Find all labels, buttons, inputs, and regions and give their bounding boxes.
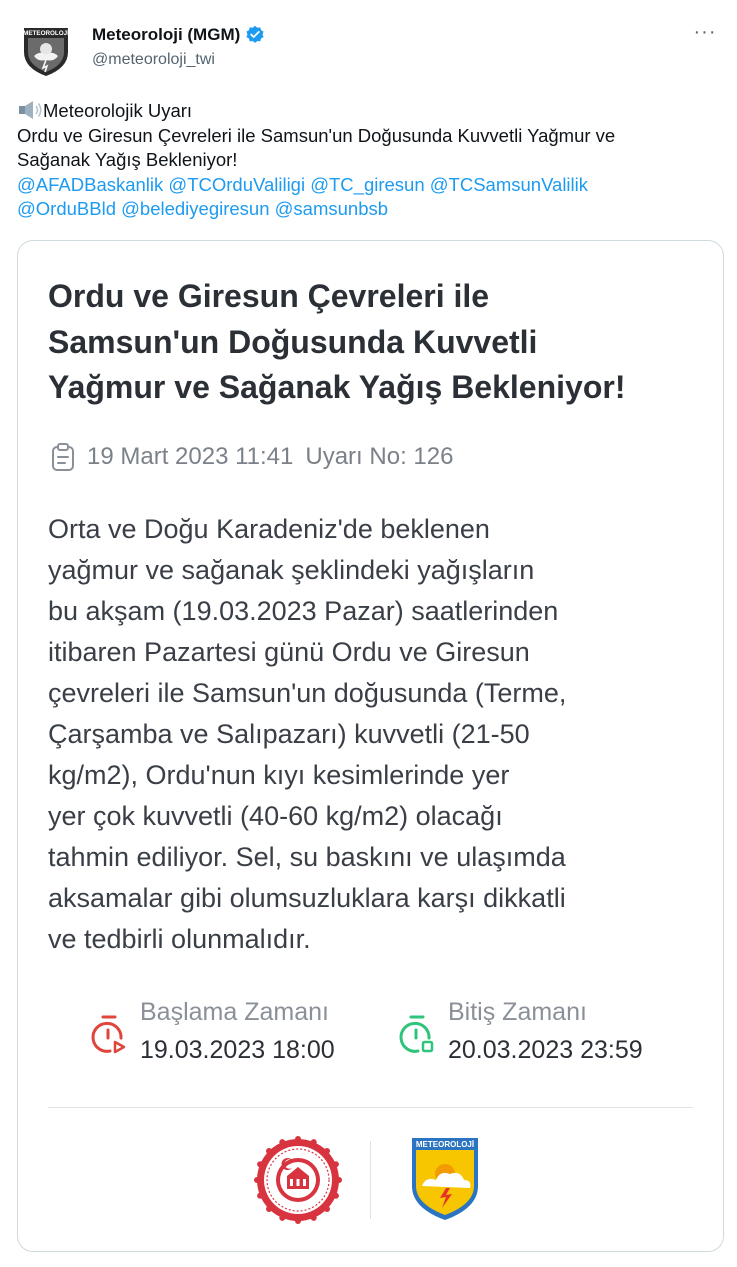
display-name[interactable]: Meteoroloji (MGM) <box>92 25 241 44</box>
card-title-line: Ordu ve Giresun Çevreleri ile <box>48 278 490 314</box>
user-handle[interactable]: @meteoroloji_twi <box>92 51 215 68</box>
more-options-button[interactable]: ··· <box>693 21 717 43</box>
start-time-value: 19.03.2023 18:00 <box>140 1036 335 1064</box>
card-body-line: yer çok kuvvetli (40-60 kg/m2) olacağı <box>48 801 503 831</box>
card-body-line: kg/m2), Ordu'nun kıyı kesimlerinde yer <box>48 760 510 790</box>
tweet-header <box>20 22 717 78</box>
card-body-line: aksamalar gibi olumsuzluklara karşı dikkatli <box>48 883 566 913</box>
card-body-line: Çarşamba ve Salıpazarı) kuvvetli (21-50 <box>48 719 530 749</box>
end-time-label: Bitiş Zamanı <box>448 998 587 1026</box>
tweet-heading-text: Meteorolojik Uyarı <box>43 100 193 121</box>
start-time-label: Başlama Zamanı <box>140 998 329 1026</box>
card-meta <box>51 442 453 472</box>
logo-text: METEOROLOJİ <box>415 1140 475 1149</box>
warning-number: Uyarı No: 126 <box>305 443 454 470</box>
card-title-line: Yağmur ve Sağanak Yağış Bekleniyor! <box>48 369 626 405</box>
logo-divider <box>370 1141 371 1219</box>
clipboard-icon <box>51 442 75 472</box>
card-body-line: ve tedbirli olunmalıdır. <box>48 924 311 954</box>
card-title-line: Samsun'un Doğusunda Kuvvetli <box>48 323 538 360</box>
card-divider <box>48 1107 693 1108</box>
ministry-seal-icon <box>254 1136 342 1224</box>
avatar-text: METEOROLOJİ <box>23 30 69 37</box>
card-body-line: Orta ve Doğu Karadeniz'de beklenen <box>48 514 490 544</box>
card-body-line: yağmur ve sağanak şeklindeki yağışların <box>48 555 535 585</box>
speaker-icon <box>17 100 43 120</box>
card-title <box>48 274 708 411</box>
card-date: 19 Mart 2023 11:41 <box>87 443 294 470</box>
avatar[interactable] <box>20 22 72 78</box>
card-body-line: itibaren Pazartesi günü Ordu ve Giresun <box>48 637 530 667</box>
mentions-line-2[interactable]: @OrduBBld @belediyegiresun @samsunbsb <box>17 198 389 219</box>
card-body <box>48 509 708 960</box>
tweet-line-2: Ordu ve Giresun Çevreleri ile Samsun'un Doğusunda Kuvvetli Yağmur ve <box>17 124 616 146</box>
card-body-line: tahmin ediliyor. Sel, su baskını ve ulaşımda <box>48 842 566 872</box>
card-body-line: çevreleri ile Samsun'un doğusunda (Terme, <box>48 678 567 708</box>
verified-badge-icon <box>245 25 265 45</box>
tweet-text <box>17 99 717 222</box>
timer-start-icon <box>90 1014 128 1056</box>
attached-image-card[interactable] <box>17 240 724 1252</box>
card-body-line: bu akşam (19.03.2023 Pazar) saatlerinden <box>48 596 559 626</box>
end-time-value: 20.03.2023 23:59 <box>448 1036 643 1064</box>
tweet-line-heading <box>17 99 717 124</box>
timer-end-icon <box>398 1014 436 1056</box>
mentions-line-1[interactable]: @AFADBaskanlik @TCOrduValiligi @TC_giresun @TCSamsunValilik <box>17 173 589 195</box>
meteoroloji-logo-icon <box>410 1136 480 1222</box>
tweet-line-3: Sağanak Yağış Bekleniyor! <box>17 149 238 170</box>
